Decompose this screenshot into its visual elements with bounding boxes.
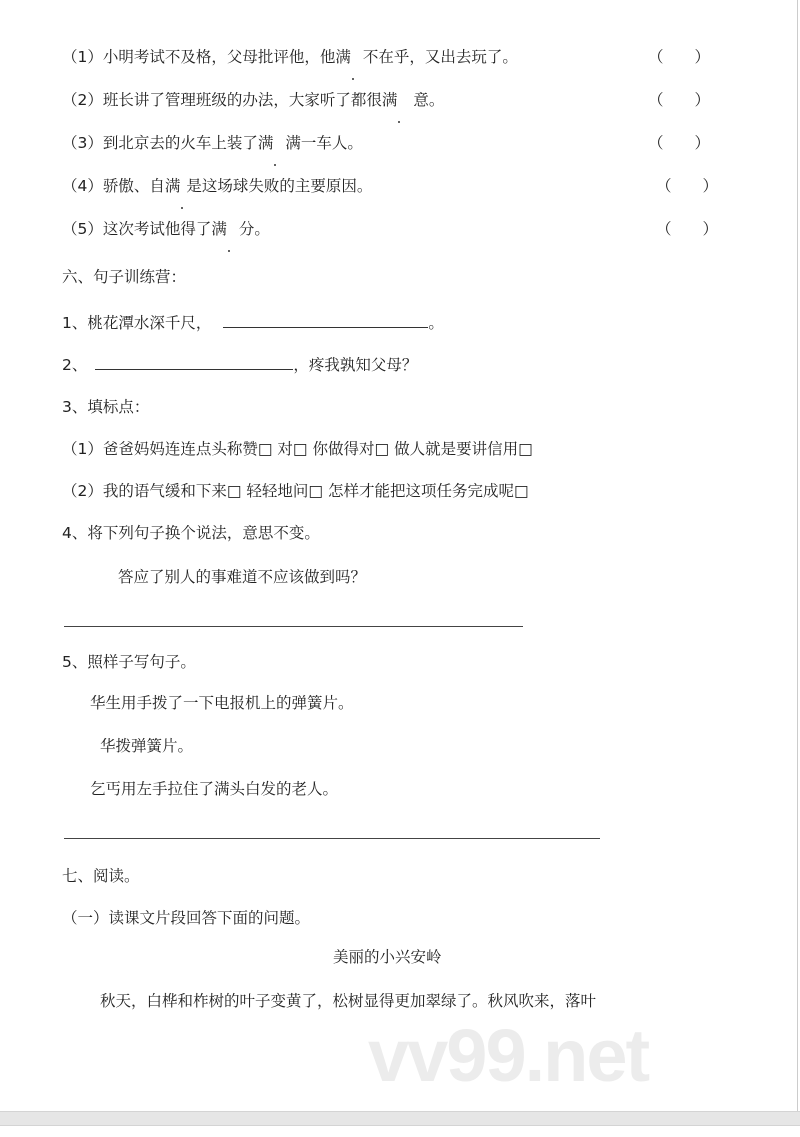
- answer-blank[interactable]: [223, 313, 428, 328]
- text: （1）小明考试不及格，父母批评他，他满: [62, 48, 351, 66]
- item-5-example: 华生用手拨了一下电报机上的弹簧片。: [90, 694, 354, 712]
- item-2: [62, 355, 417, 375]
- question-4: [62, 176, 372, 196]
- answer-line[interactable]: [64, 626, 523, 627]
- text: 满一车人。: [285, 134, 363, 152]
- answer-blank[interactable]: [95, 355, 293, 370]
- text: 。: [428, 314, 444, 332]
- answer-paren: （ ）: [648, 91, 711, 109]
- question-3: [62, 133, 363, 153]
- item-3: 3、填标点：: [62, 398, 150, 416]
- text: 1、桃花潭水深千尺，: [62, 314, 212, 332]
- text: 是这场球失败的主要原因。: [186, 177, 373, 195]
- passage-text: 秋天，白桦和柞树的叶子变黄了，松树显得更加翠绿了。秋风吹来，落叶: [100, 992, 597, 1010]
- passage-heading: 美丽的小兴安岭: [333, 948, 442, 966]
- text: 2、: [62, 356, 88, 374]
- item-4-sentence: 答应了别人的事难道不应该做到吗？: [118, 568, 367, 586]
- item-3-1: （1）爸爸妈妈连连点头称赞□ 对□ 你做得对□ 做人就是要讲信用□: [62, 440, 533, 458]
- answer-paren: （ ）: [648, 134, 711, 152]
- item-4: 4、将下列句子换个说法，意思不变。: [62, 524, 320, 542]
- question-1: [62, 47, 518, 67]
- watermark: vv99.net: [368, 1014, 649, 1097]
- section-6-title: 六、句子训练营：: [62, 268, 187, 286]
- item-5-example-short: 华拨弹簧片。: [100, 737, 194, 755]
- answer-paren: （ ）: [656, 177, 719, 195]
- text: （2）班长讲了管理班级的办法，大家听了都很满: [62, 91, 398, 109]
- text: （4）骄傲、自满: [62, 177, 181, 195]
- answer-paren: （ ）: [648, 48, 711, 66]
- item-5-prompt: 乞丐用左手拉住了满头白发的老人。: [90, 780, 339, 798]
- section-7-sub: （一）读课文片段回答下面的问题。: [62, 909, 311, 927]
- text: ，疼我孰知父母？: [293, 356, 418, 374]
- section-7-title: 七、阅读。: [62, 867, 140, 885]
- text: 分。: [238, 220, 270, 238]
- question-2: [62, 90, 444, 110]
- item-1: [62, 313, 444, 333]
- text: 意。: [413, 91, 445, 109]
- page-separator: [0, 1111, 800, 1126]
- question-5: [62, 219, 270, 239]
- text: 不在乎，又出去玩了。: [362, 48, 518, 66]
- answer-line[interactable]: [64, 838, 600, 839]
- item-3-2: （2）我的语气缓和下来□ 轻轻地问□ 怎样才能把这项任务完成呢□: [62, 482, 529, 500]
- item-5: 5、照样子写句子。: [62, 653, 196, 671]
- text: （5）这次考试他得了满: [62, 220, 227, 238]
- text: （3）到北京去的火车上装了满: [62, 134, 274, 152]
- answer-paren: （ ）: [656, 220, 719, 238]
